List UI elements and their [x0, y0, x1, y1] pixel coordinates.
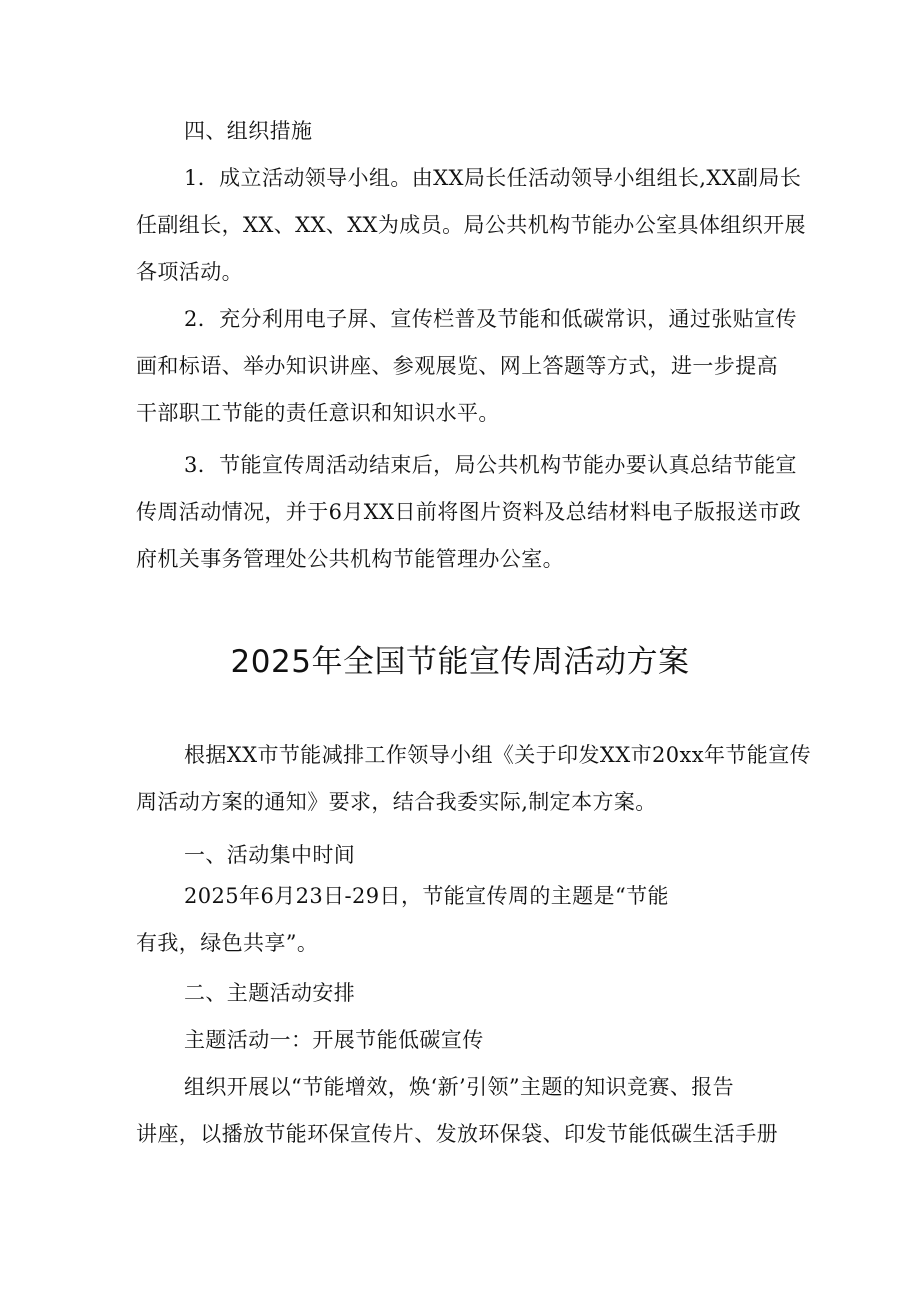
paragraph-line: 干部职工节能的责任意识和知识水平。 [136, 401, 500, 425]
section-heading-organization: 四、组织措施 [184, 119, 313, 143]
document-title: 2025年全国节能宣传周活动方案 [230, 644, 690, 680]
section-heading-activities: 二、主题活动安排 [184, 981, 356, 1005]
paragraph-line: 传周活动情况，并于6月XX日前将图片资料及总结材料电子版报送市政 [136, 500, 802, 524]
paragraph-line: 任副组长，XX、XX、XX为成员。局公共机构节能办公室具体组织开展 [136, 213, 806, 237]
paragraph-line: 2．充分利用电子屏、宣传栏普及节能和低碳常识，通过张贴宣传 [184, 307, 797, 331]
paragraph-line: 讲座，以播放节能环保宣传片、发放环保袋、印发节能低碳生活手册 [136, 1122, 778, 1146]
paragraph-line: 府机关事务管理处公共机构节能管理办公室。 [136, 547, 564, 571]
section-heading-time: 一、活动集中时间 [184, 843, 356, 867]
sub-heading-activity-one: 主题活动一：开展节能低碳宣传 [184, 1028, 484, 1052]
paragraph-line: 1．成立活动领导小组。由XX局长任活动领导小组组长,XX副局长 [184, 166, 802, 190]
paragraph-line: 有我，绿色共享”。 [136, 931, 319, 955]
paragraph-line: 组织开展以“节能增效，焕‘新’引领”主题的知识竞赛、报告 [184, 1075, 735, 1099]
paragraph-line: 各项活动。 [136, 260, 243, 284]
paragraph-line: 2025年6月23日-29日，节能宣传周的主题是“节能 [184, 884, 669, 908]
paragraph-line: 3．节能宣传周活动结束后，局公共机构节能办要认真总结节能宣 [184, 453, 797, 477]
paragraph-line: 周活动方案的通知》要求，结合我委实际,制定本方案。 [136, 790, 657, 814]
paragraph-line: 画和标语、举办知识讲座、参观展览、网上答题等方式，进一步提高 [136, 354, 778, 378]
paragraph-line: 根据XX市节能减排工作领导小组《关于印发XX市20xx年节能宣传 [184, 743, 812, 767]
